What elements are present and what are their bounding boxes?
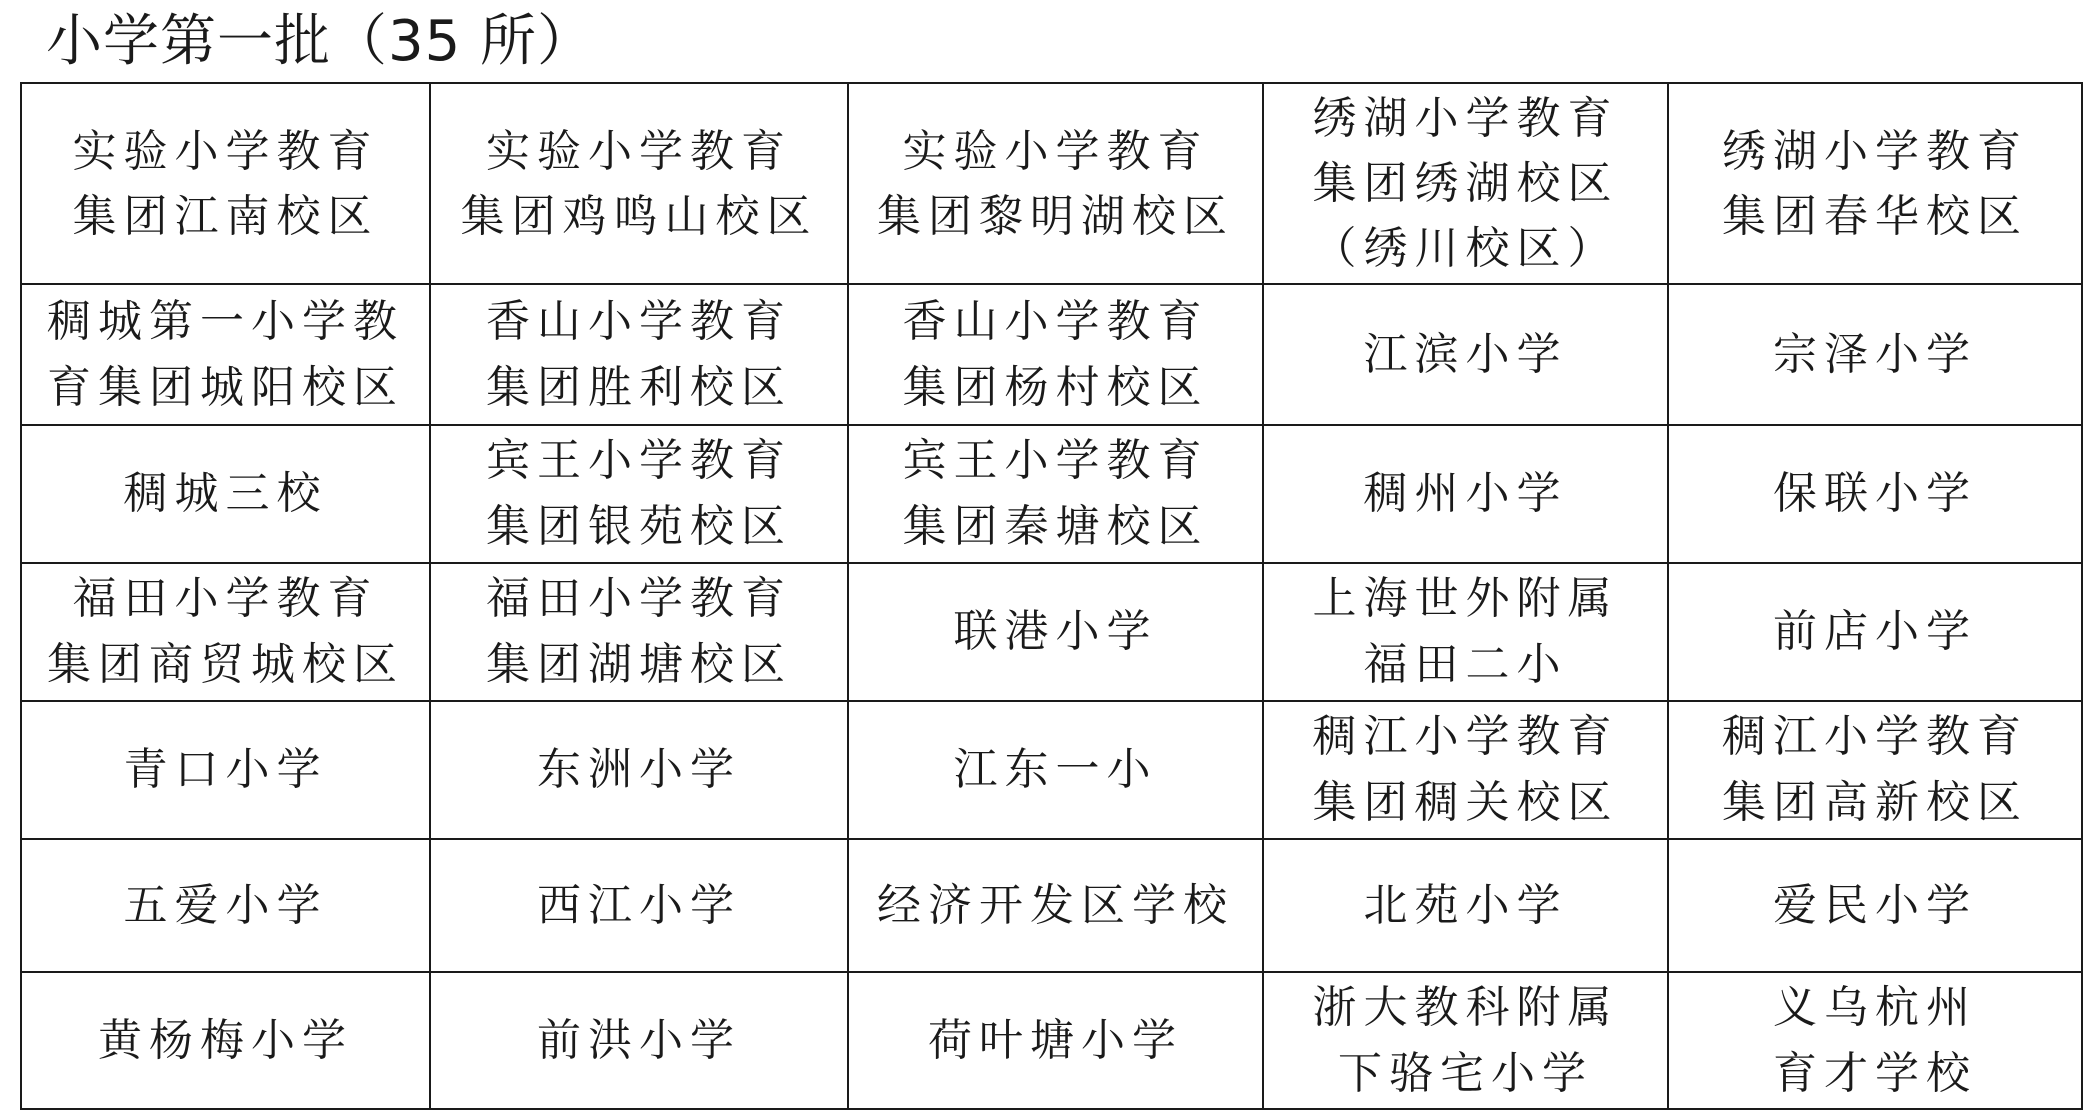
school-name-line: 稠城第一小学教 (47, 295, 404, 347)
school-cell (430, 83, 848, 284)
school-name-line: 绣湖小学教育 (1312, 93, 1619, 144)
school-name-line: 集团春华校区 (1722, 190, 2028, 242)
school-name-line: 东洲小学 (537, 744, 741, 795)
school-name-line: 宾王小学教育 (486, 435, 792, 486)
table-row (21, 284, 2082, 425)
table-row (21, 425, 2082, 563)
school-name-line: （绣川校区） (1312, 223, 1619, 274)
school-cell (430, 839, 848, 972)
school-name-line: 集团湖塘校区 (486, 639, 792, 690)
school-name-line: 福田小学教育 (72, 573, 379, 624)
school-name-line: 稠江小学教育 (1312, 711, 1619, 762)
school-name-line: 实验小学教育 (902, 125, 1209, 177)
school-cell (1263, 425, 1668, 563)
school-name-line: 江东一小 (953, 744, 1158, 795)
school-cell (1668, 972, 2082, 1109)
school-name-line: 香山小学教育 (486, 295, 792, 347)
table-row (21, 83, 2082, 284)
table-row (21, 839, 2082, 972)
school-name-line: 福田二小 (1363, 639, 1568, 690)
school-cell (1668, 563, 2082, 701)
school-name-line: 集团商贸城校区 (47, 639, 404, 690)
school-name-line: 黄杨梅小学 (98, 1014, 353, 1066)
school-name-line: 五爱小学 (123, 879, 328, 931)
school-name-line: 集团杨村校区 (902, 361, 1209, 413)
school-name-line: 集团绣湖校区 (1312, 158, 1619, 209)
school-cell (430, 425, 848, 563)
school-name-line: 香山小学教育 (902, 295, 1209, 347)
school-name-line: 集团黎明湖校区 (877, 190, 1234, 242)
table-row (21, 701, 2082, 839)
school-name-line: 绣湖小学教育 (1722, 125, 2028, 177)
school-name-line: 北苑小学 (1363, 879, 1568, 931)
school-name-line: 青口小学 (123, 744, 328, 795)
page-title: 小学第一批（35 所） (46, 9, 595, 74)
school-name-line: 稠城三校 (123, 468, 328, 519)
school-cell (21, 563, 430, 701)
school-cell (1668, 701, 2082, 839)
school-cell (430, 284, 848, 425)
school-cell (430, 972, 848, 1109)
school-name-line: 集团鸡鸣山校区 (460, 190, 818, 242)
school-name-line: 爱民小学 (1773, 879, 1977, 931)
school-name-line: 宗泽小学 (1773, 328, 1977, 380)
school-cell (1263, 972, 1668, 1109)
school-name-line: 荷叶塘小学 (928, 1014, 1183, 1066)
school-cell (1263, 839, 1668, 972)
school-name-line: 前店小学 (1773, 606, 1977, 657)
school-cell (848, 425, 1263, 563)
school-cell (430, 563, 848, 701)
school-cell (1668, 839, 2082, 972)
school-cell (21, 839, 430, 972)
school-cell (848, 972, 1263, 1109)
school-cell (848, 839, 1263, 972)
school-name-line: 宾王小学教育 (902, 435, 1209, 486)
school-cell (1668, 284, 2082, 425)
school-cell (21, 972, 430, 1109)
school-name-line: 下骆宅小学 (1338, 1047, 1593, 1099)
school-name-line: 前洪小学 (537, 1014, 741, 1066)
table-row (21, 563, 2082, 701)
school-cell (1263, 83, 1668, 284)
school-name-line: 实验小学教育 (486, 125, 792, 177)
school-name-line: 实验小学教育 (72, 125, 379, 177)
school-list-table (20, 82, 2083, 1110)
school-cell (1263, 563, 1668, 701)
school-name-line: 联港小学 (953, 606, 1158, 657)
school-cell (1668, 425, 2082, 563)
school-name-line: 上海世外附属 (1312, 573, 1619, 624)
school-cell (430, 701, 848, 839)
school-name-line: 福田小学教育 (486, 573, 792, 624)
school-table-body (21, 83, 2082, 1109)
school-cell (848, 701, 1263, 839)
school-name-line: 集团稠关校区 (1312, 777, 1619, 828)
school-cell (1263, 284, 1668, 425)
school-cell (1668, 83, 2082, 284)
school-name-line: 集团胜利校区 (486, 361, 792, 413)
school-name-line: 育集团城阳校区 (47, 361, 404, 413)
school-cell (848, 563, 1263, 701)
school-name-line: 保联小学 (1773, 468, 1977, 519)
school-cell (848, 83, 1263, 284)
school-name-line: 集团银苑校区 (486, 501, 792, 552)
school-cell (21, 701, 430, 839)
school-cell (21, 284, 430, 425)
school-name-line: 稠州小学 (1363, 468, 1568, 519)
school-cell (1263, 701, 1668, 839)
school-name-line: 集团秦塘校区 (902, 501, 1209, 552)
school-cell (21, 425, 430, 563)
school-cell (21, 83, 430, 284)
school-name-line: 集团江南校区 (72, 190, 379, 242)
school-name-line: 稠江小学教育 (1722, 711, 2028, 762)
school-name-line: 经济开发区学校 (877, 879, 1234, 931)
school-name-line: 浙大教科附属 (1312, 981, 1619, 1033)
school-cell (848, 284, 1263, 425)
school-name-line: 西江小学 (537, 879, 741, 931)
table-row (21, 972, 2082, 1109)
school-name-line: 义乌杭州 (1773, 981, 1977, 1033)
school-name-line: 江滨小学 (1363, 328, 1568, 380)
school-name-line: 育才学校 (1773, 1047, 1977, 1099)
school-name-line: 集团高新校区 (1722, 777, 2028, 828)
